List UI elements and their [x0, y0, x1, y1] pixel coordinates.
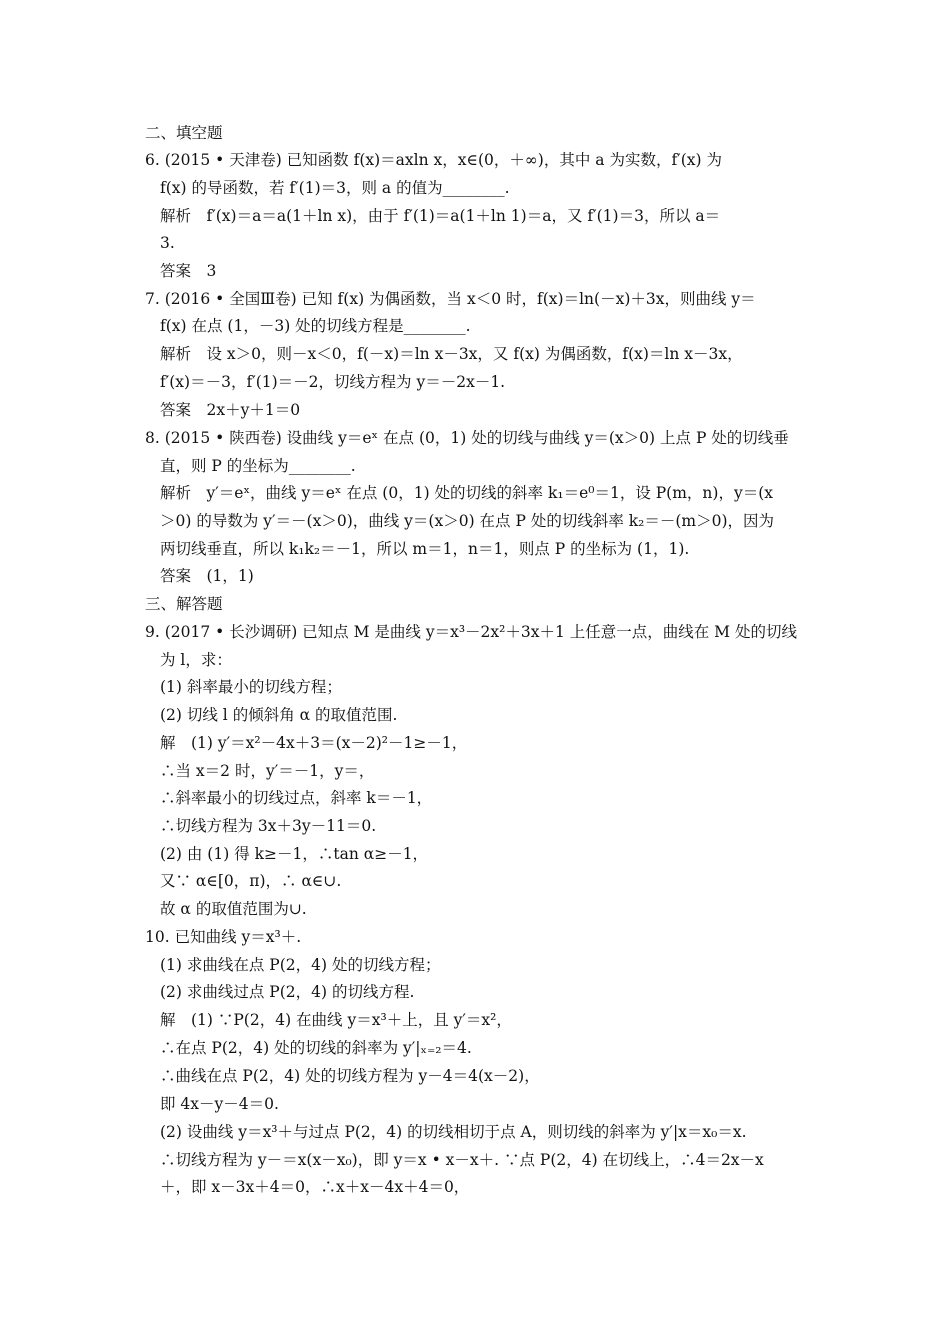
answer-7: 答案 2x＋y＋1＝0 [160, 401, 301, 419]
problem-10-part-1: (1) 求曲线在点 P(2，4) 处的切线方程； [160, 956, 441, 974]
problem-7: 7. (2016 • 全国Ⅲ卷) 已知 f(x) 为偶函数，当 x＜0 时，f(x)＝ln(－x)＋3x，则曲线 y＝ [145, 290, 756, 308]
solution-8-cont-2: 两切线垂直，所以 k₁k₂＝－1，所以 m＝1，n＝1，则点 P 的坐标为 (1，1). [160, 540, 690, 558]
solution-8-cont-1: ＞0) 的导数为 y′＝－(x＞0)，曲线 y＝(x＞0) 在点 P 处的切线斜率 k₂＝－(m＞0)，因为 [160, 512, 775, 530]
solution-9-line-4: ∴切线方程为 3x＋3y－11＝0. [160, 817, 377, 835]
solution-10-line-3: ∴曲线在点 P(2，4) 处的切线方程为 y－4＝4(x－2)， [160, 1067, 540, 1085]
section-heading-solve: 三、解答题 [145, 595, 223, 613]
solution-9-line-2: ∴当 x＝2 时，y′＝－1，y＝， [160, 762, 375, 780]
solution-10-line-1: 解 (1) ∵P(2，4) 在曲线 y＝x³＋上，且 y′＝x²， [160, 1011, 512, 1029]
solution-9-line-6: 又∵ α∈[0，π)，∴ α∈∪. [160, 872, 342, 890]
solution-7: 解析 设 x＞0，则－x＜0，f(－x)＝ln x－3x，又 f(x) 为偶函数，f(x)＝ln x－3x， [160, 345, 743, 363]
answer-8: 答案 (1，1) [160, 567, 254, 585]
section-heading-fill-in: 二、填空题 [145, 124, 223, 142]
problem-7-cont: f(x) 在点 (1，－3) 处的切线方程是________. [160, 317, 471, 335]
problem-10: 10. 已知曲线 y＝x³＋. [145, 928, 302, 946]
problem-6: 6. (2015 • 天津卷) 已知函数 f(x)＝axln x，x∈(0，＋∞)，其中 a 为实数，f′(x) 为 [145, 151, 722, 169]
solution-10-line-7: ＋，即 x－3x＋4＝0，∴x＋x－4x＋4＝0， [160, 1178, 470, 1196]
problem-6-cont: f(x) 的导函数，若 f′(1)＝3，则 a 的值为________. [160, 179, 510, 197]
problem-10-part-2: (2) 求曲线过点 P(2，4) 的切线方程. [160, 983, 415, 1001]
solution-10-line-2: ∴在点 P(2，4) 处的切线的斜率为 y′|ₓ₌₂＝4. [160, 1039, 472, 1057]
solution-9-line-7: 故 α 的取值范围为∪. [160, 900, 307, 918]
answer-6: 答案 3 [160, 262, 217, 280]
problem-8: 8. (2015 • 陕西卷) 设曲线 y＝eˣ 在点 (0，1) 处的切线与曲线 y＝(x＞0) 上点 P 处的切线垂 [145, 429, 789, 447]
problem-9-part-1: (1) 斜率最小的切线方程； [160, 678, 342, 696]
solution-8: 解析 y′＝eˣ，曲线 y＝eˣ 在点 (0，1) 处的切线的斜率 k₁＝e⁰＝1，设 P(m，n)，y＝(x [160, 484, 774, 502]
solution-9-line-5: (2) 由 (1) 得 k≥－1，∴tan α≥－1， [160, 845, 429, 863]
solution-10-line-5: (2) 设曲线 y＝x³＋与过点 P(2，4) 的切线相切于点 A，则切线的斜率为 y′|x＝x₀＝x. [160, 1123, 747, 1141]
solution-9-line-1: 解 (1) y′＝x²－4x＋3＝(x－2)²－1≥－1， [160, 734, 468, 752]
solution-6-cont: 3. [160, 234, 175, 252]
solution-10-line-6: ∴切线方程为 y－＝x(x－x₀)，即 y＝x • x－x＋. ∵点 P(2，4) 在切线上，∴4＝2x－x [160, 1151, 764, 1169]
solution-7-cont: f′(x)＝－3，f′(1)＝－2，切线方程为 y＝－2x－1. [160, 373, 506, 391]
solution-9-line-3: ∴斜率最小的切线过点，斜率 k＝－1， [160, 789, 433, 807]
problem-9-part-2: (2) 切线 l 的倾斜角 α 的取值范围. [160, 706, 398, 724]
solution-6: 解析 f′(x)＝a＝a(1＋ln x)，由于 f′(1)＝a(1＋ln 1)＝a，又 f′(1)＝3，所以 a＝ [160, 207, 721, 225]
solution-10-line-4: 即 4x－y－4＝0. [160, 1095, 279, 1113]
problem-9: 9. (2017 • 长沙调研) 已知点 M 是曲线 y＝x³－2x²＋3x＋1 上任意一点，曲线在 M 处的切线 [145, 623, 797, 641]
problem-8-cont: 直，则 P 的坐标为________. [160, 457, 356, 475]
problem-9-cont: 为 l，求： [160, 651, 232, 669]
